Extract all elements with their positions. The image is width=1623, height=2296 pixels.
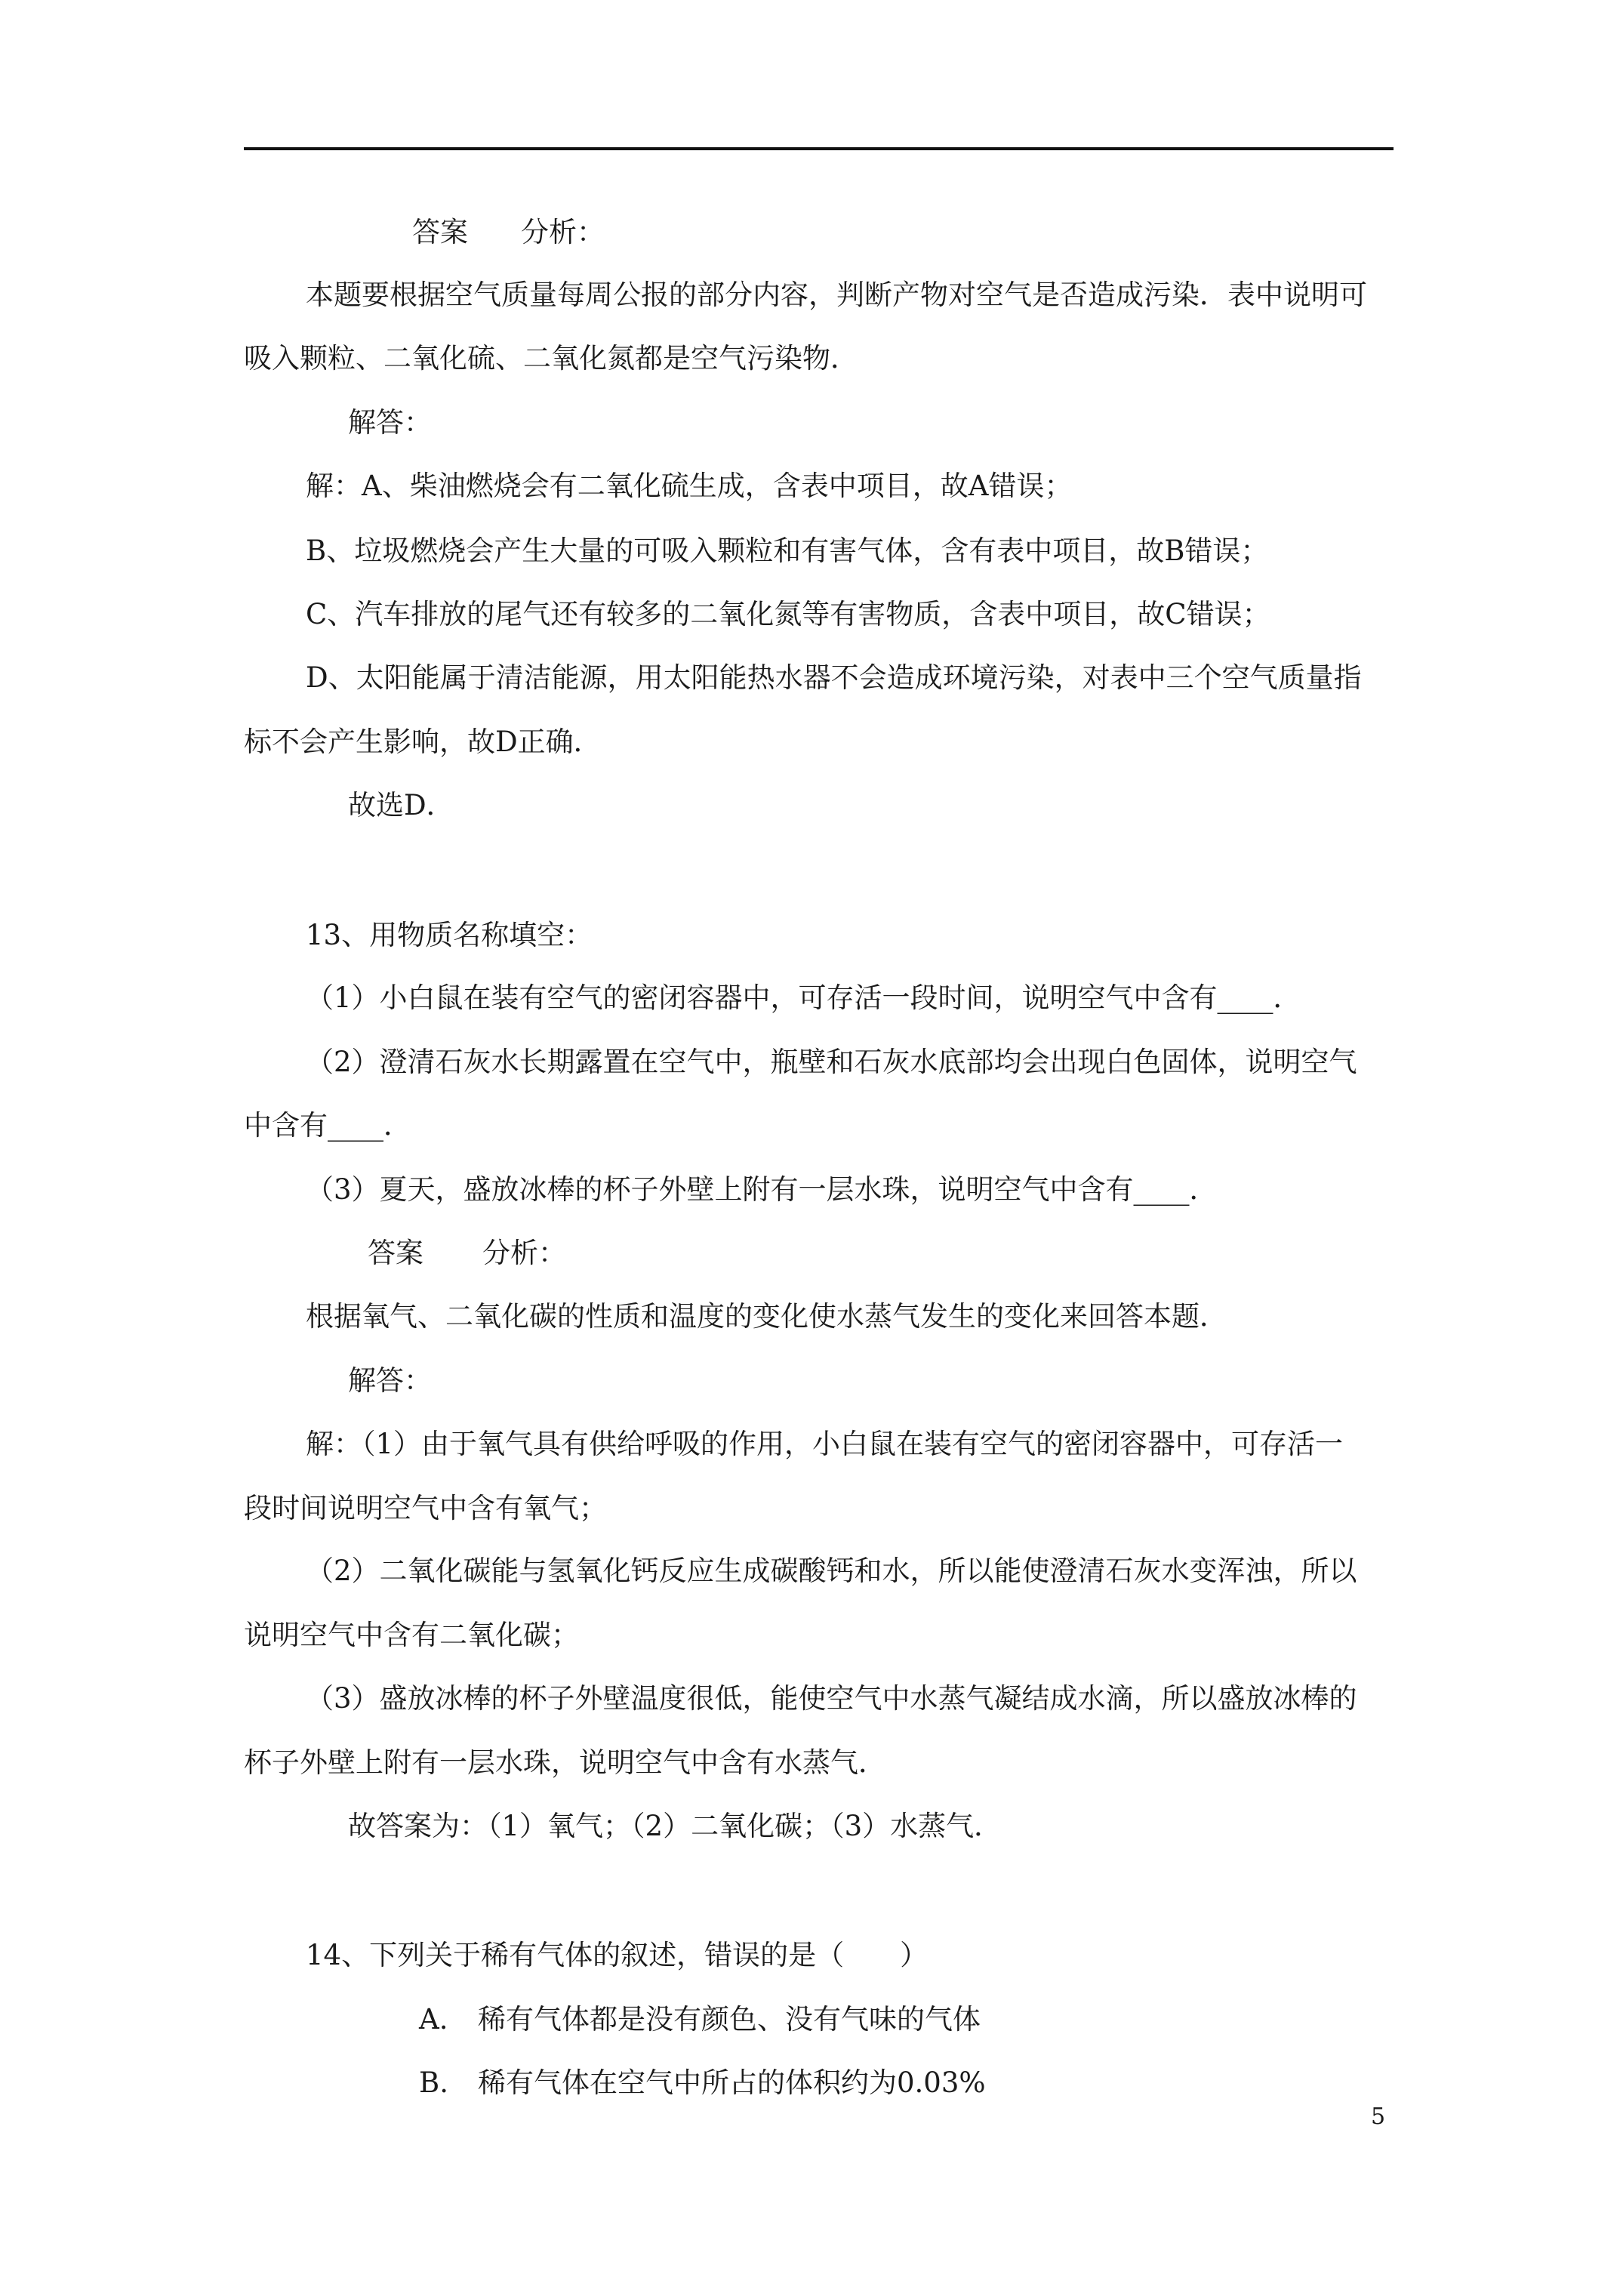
option-text: 稀有气体在空气中所占的体积约为0.03% <box>478 2066 986 2099</box>
solution-text-line: 杯子外壁上附有一层水珠，说明空气中含有水蒸气． <box>244 1746 886 1779</box>
solution-text-line: 解：A、柴油燃烧会有二氧化硫生成，含表中项目，故A错误； <box>306 470 1073 502</box>
solution-text-line: （2）二氧化碳能与氢氧化钙反应生成碳酸钙和水，所以能使澄清石灰水变浑浊，所以 <box>306 1555 1357 1587</box>
solution-text-line: 说明空气中含有二氧化碳； <box>244 1619 579 1651</box>
conclusion: 故选D． <box>348 789 454 821</box>
option-label: A. <box>419 2003 448 2036</box>
solution-text-line: （3）盛放冰棒的杯子外壁温度很低，能使空气中水蒸气凝结成水滴，所以盛放冰棒的 <box>306 1682 1357 1715</box>
answer-label: 答案 <box>368 1237 423 1269</box>
solution-text-line: B、垃圾燃烧会产生大量的可吸入颗粒和有害气体，含有表中项目，故B错误； <box>306 535 1269 567</box>
conclusion: 故答案为：（1）氧气；（2）二氧化碳；（3）水蒸气． <box>348 1810 1002 1842</box>
solution-label: 解答： <box>348 1364 432 1397</box>
question-part: （1）小白鼠在装有空气的密闭容器中，可存活一段时间，说明空气中含有____． <box>306 982 1301 1014</box>
analysis-text-line: 本题要根据空气质量每周公报的部分内容，判断产物对空气是否造成污染．表中说明可 <box>306 279 1367 311</box>
solution-text-line: C、汽车排放的尾气还有较多的二氧化氮等有害物质，含表中项目，故C错误； <box>306 598 1270 630</box>
question-part: （2）澄清石灰水长期露置在空气中，瓶壁和石灰水底部均会出现白色固体，说明空气 <box>306 1046 1357 1078</box>
question-part: 中含有____． <box>244 1109 411 1142</box>
solution-label: 解答： <box>348 406 432 439</box>
analysis-text-line: 吸入颗粒、二氧化硫、二氧化氮都是空气污染物． <box>244 342 858 374</box>
answer-label: 答案 <box>412 216 468 248</box>
solution-text-line: 段时间说明空气中含有氧气； <box>244 1492 607 1524</box>
question-part: （3）夏天，盛放冰棒的杯子外壁上附有一层水珠，说明空气中含有____． <box>306 1173 1218 1206</box>
solution-text-line: D、太阳能属于清洁能源，用太阳能热水器不会造成环境污染，对表中三个空气质量指 <box>306 661 1362 694</box>
page-number: 5 <box>1371 2103 1386 2130</box>
question-stem: 13、用物质名称填空： <box>306 919 593 951</box>
analysis-label: 分析： <box>521 216 605 248</box>
solution-text-line: 标不会产生影响，故D正确． <box>244 726 602 758</box>
analysis-text-line: 根据氧气、二氧化碳的性质和温度的变化使水蒸气发生的变化来回答本题． <box>306 1300 1227 1333</box>
analysis-label: 分析： <box>482 1237 566 1269</box>
option-label: B. <box>419 2066 448 2099</box>
question-stem: 14、下列关于稀有气体的叙述，错误的是（ ） <box>306 1939 929 1971</box>
solution-text-line: 解：（1）由于氧气具有供给呼吸的作用，小白鼠在装有空气的密闭容器中，可存活一 <box>306 1428 1344 1460</box>
option-text: 稀有气体都是没有颜色、没有气味的气体 <box>478 2003 981 2036</box>
header-rule <box>244 147 1394 150</box>
